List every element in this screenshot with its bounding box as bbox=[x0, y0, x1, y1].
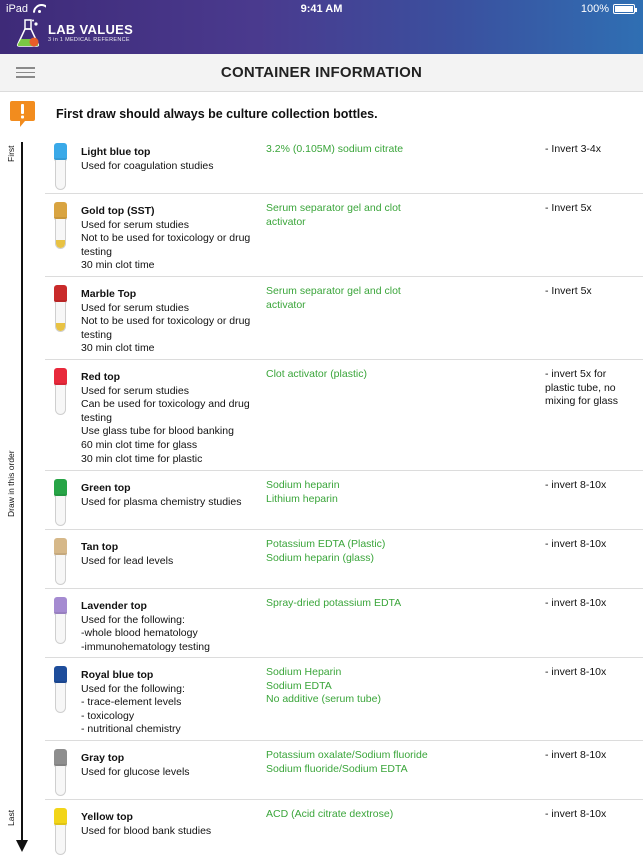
container-row bbox=[45, 135, 643, 194]
tube-usage-line: Used for plasma chemistry studies bbox=[81, 495, 242, 508]
arrow-line bbox=[21, 142, 23, 844]
additive-line: Potassium oxalate/Sodium fluoride bbox=[266, 749, 428, 761]
tube-mixing: - Invert 3-4x bbox=[545, 143, 602, 155]
tube-mixing: - Invert 5x bbox=[545, 202, 592, 214]
tube-description bbox=[81, 811, 261, 838]
brand-title: LAB VALUES bbox=[48, 21, 134, 37]
tube-usage-line: Used for serum studies bbox=[81, 218, 189, 231]
tube-mixing: - invert 8-10x bbox=[545, 538, 607, 550]
tube-description bbox=[81, 541, 261, 568]
tube-cap bbox=[54, 143, 67, 160]
label-last: Last bbox=[6, 809, 16, 826]
tube-cap bbox=[54, 538, 67, 555]
tube-body bbox=[55, 683, 66, 713]
tube-usage-line: - nutritional chemistry bbox=[81, 723, 181, 736]
additive-line: Serum separator gel and clot activator bbox=[266, 285, 401, 311]
brand-subtitle: 3 in 1 MEDICAL REFERENCE bbox=[48, 36, 130, 43]
tube-gel bbox=[56, 323, 65, 331]
tube-cap bbox=[54, 808, 67, 825]
tube-description bbox=[81, 371, 261, 466]
container-row bbox=[45, 530, 643, 589]
tube-cap bbox=[54, 285, 67, 302]
tube-usage-line: Used for coagulation studies bbox=[81, 159, 214, 172]
container-row bbox=[45, 800, 643, 857]
additive-line: Sodium EDTA bbox=[266, 679, 332, 692]
tube-body bbox=[55, 385, 66, 415]
container-row bbox=[45, 360, 643, 471]
tube-icon bbox=[54, 597, 67, 644]
tube-usage-line: Used for glucose levels bbox=[81, 765, 190, 778]
tube-description bbox=[81, 288, 261, 356]
label-draw-order: Draw in this order bbox=[6, 450, 16, 517]
tube-icon bbox=[54, 538, 67, 585]
tube-cap bbox=[54, 479, 67, 496]
tube-icon bbox=[54, 808, 67, 855]
additive-line: Sodium heparin (glass) bbox=[266, 551, 374, 564]
tube-description bbox=[81, 205, 261, 273]
additive-line: No additive (serum tube) bbox=[266, 693, 381, 706]
status-time: 9:41 AM bbox=[300, 3, 343, 15]
tube-additive bbox=[266, 749, 434, 776]
tube-name: Gold top (SST) bbox=[81, 205, 155, 217]
tube-icon bbox=[54, 143, 67, 190]
arrow-down-icon bbox=[16, 840, 28, 852]
tube-name: Tan top bbox=[81, 541, 119, 553]
tube-usage-line: 30 min clot time for plastic bbox=[81, 452, 203, 465]
tube-cap bbox=[54, 597, 67, 614]
page-title: CONTAINER INFORMATION bbox=[220, 64, 423, 81]
tube-name: Royal blue top bbox=[81, 669, 154, 681]
tube-name: Green top bbox=[81, 482, 131, 494]
tube-cap bbox=[54, 202, 67, 219]
tube-mixing: - invert 8-10x bbox=[545, 597, 607, 609]
tube-usage-line: 30 min clot time bbox=[81, 342, 155, 355]
flask-logo-icon bbox=[16, 18, 42, 48]
container-row bbox=[45, 658, 643, 741]
container-row bbox=[45, 589, 643, 658]
tube-cap bbox=[54, 368, 67, 385]
tube-usage-line: 30 min clot time bbox=[81, 259, 155, 272]
tube-icon bbox=[54, 285, 67, 332]
tube-mixing: - invert 8-10x bbox=[545, 749, 607, 761]
tube-cap bbox=[54, 666, 67, 683]
tube-icon bbox=[54, 202, 67, 249]
tube-usage-line: - toxicology bbox=[81, 709, 135, 722]
tube-body bbox=[55, 766, 66, 796]
tube-description bbox=[81, 146, 261, 173]
container-row bbox=[45, 194, 643, 277]
alert-icon bbox=[9, 100, 36, 128]
tube-name: Red top bbox=[81, 371, 121, 383]
tube-description bbox=[81, 752, 261, 779]
tube-mixing: - invert 8-10x bbox=[545, 808, 607, 820]
tube-additive bbox=[266, 368, 434, 382]
additive-line: Potassium EDTA (Plastic) bbox=[266, 538, 386, 550]
app-brand bbox=[16, 18, 133, 48]
tube-mixing: - invert 8-10x bbox=[545, 666, 607, 678]
battery-icon bbox=[613, 4, 635, 14]
tube-description bbox=[81, 482, 261, 509]
container-row bbox=[45, 471, 643, 530]
additive-line: Sodium fluoride/Sodium EDTA bbox=[266, 762, 408, 775]
tube-additive bbox=[266, 285, 434, 312]
tube-body bbox=[55, 160, 66, 190]
draw-order-arrow bbox=[6, 142, 35, 854]
additive-line: Serum separator gel and clot activator bbox=[266, 202, 401, 228]
tube-body bbox=[55, 302, 66, 332]
tube-additive bbox=[266, 666, 434, 707]
tube-additive bbox=[266, 597, 434, 611]
additive-line: Lithium heparin bbox=[266, 492, 338, 505]
tube-usage-line: - trace-element levels bbox=[81, 696, 182, 709]
tube-description bbox=[81, 600, 261, 654]
tube-body bbox=[55, 555, 66, 585]
container-row bbox=[45, 277, 643, 360]
tube-icon bbox=[54, 479, 67, 526]
status-bar bbox=[0, 0, 643, 54]
additive-line: Clot activator (plastic) bbox=[266, 368, 367, 380]
nav-bar bbox=[0, 54, 643, 92]
tube-name: Marble Top bbox=[81, 288, 137, 300]
tube-usage-line: -immunohematology testing bbox=[81, 640, 210, 653]
status-right bbox=[581, 3, 635, 15]
additive-line: 3.2% (0.105M) sodium citrate bbox=[266, 143, 404, 155]
tube-body bbox=[55, 614, 66, 644]
tube-name: Light blue top bbox=[81, 146, 151, 158]
tube-usage-line: Not to be used for toxicology or drug testing bbox=[81, 315, 251, 341]
tube-additive bbox=[266, 202, 434, 229]
tube-usage-line: 60 min clot time for glass bbox=[81, 438, 198, 451]
battery-label: 100% bbox=[580, 3, 609, 15]
device-label: iPad bbox=[6, 3, 29, 15]
additive-line: Sodium Heparin bbox=[266, 666, 342, 678]
tube-usage-line: Used for serum studies bbox=[81, 301, 189, 314]
tube-icon bbox=[54, 749, 67, 796]
tube-description bbox=[81, 669, 261, 737]
tube-additive bbox=[266, 808, 434, 822]
container-list bbox=[45, 135, 643, 857]
tube-mixing: - invert 5x for plastic tube, no mixing for glass bbox=[545, 368, 618, 408]
tube-icon bbox=[54, 666, 67, 713]
additive-line: ACD (Acid citrate dextrose) bbox=[266, 808, 394, 820]
tube-additive bbox=[266, 143, 434, 157]
tube-name: Lavender top bbox=[81, 600, 147, 612]
additive-line: Sodium heparin bbox=[266, 479, 340, 491]
tube-name: Yellow top bbox=[81, 811, 133, 823]
tube-body bbox=[55, 219, 66, 249]
tube-gel bbox=[56, 240, 65, 248]
tube-mixing: - invert 8-10x bbox=[545, 479, 607, 491]
tube-icon bbox=[54, 368, 67, 415]
tube-body bbox=[55, 825, 66, 855]
tube-body bbox=[55, 496, 66, 526]
tube-cap bbox=[54, 749, 67, 766]
tube-usage-line: Used for blood bank studies bbox=[81, 824, 212, 837]
tube-usage-line: Used for lead levels bbox=[81, 554, 174, 567]
tube-usage-line: Used for the following: bbox=[81, 613, 185, 626]
tube-additive bbox=[266, 538, 434, 565]
notice-text: First draw should always be culture collection bottles. bbox=[56, 107, 378, 121]
tube-usage-line: Not to be used for toxicology or drug testing bbox=[81, 232, 251, 258]
tube-usage-line: Used for serum studies bbox=[81, 384, 189, 397]
tube-usage-line: Used for the following: bbox=[81, 682, 185, 695]
tube-usage-line: -whole blood hematology bbox=[81, 627, 198, 640]
tube-usage-line: Use glass tube for blood banking bbox=[81, 425, 234, 438]
tube-additive bbox=[266, 479, 434, 506]
container-row bbox=[45, 741, 643, 800]
notice-banner bbox=[9, 100, 629, 128]
tube-mixing: - Invert 5x bbox=[545, 285, 592, 297]
label-first: First bbox=[6, 145, 16, 162]
tube-name: Gray top bbox=[81, 752, 125, 764]
additive-line: Spray-dried potassium EDTA bbox=[266, 597, 402, 609]
tube-usage-line: Can be used for toxicology and drug testing bbox=[81, 398, 250, 424]
